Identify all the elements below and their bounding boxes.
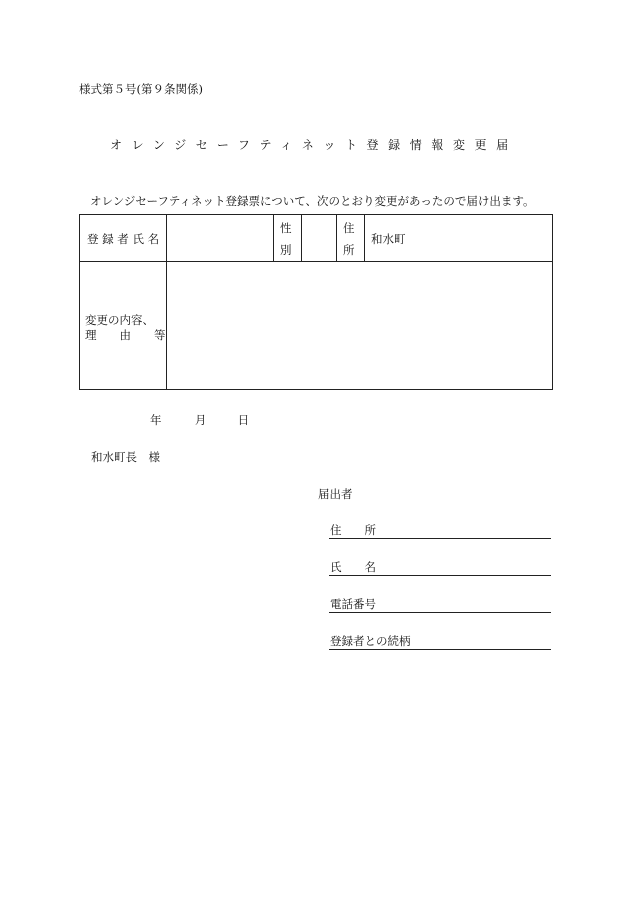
change-label-line1: 変更の内容、 (85, 313, 154, 327)
sex-label-bottom: 別 (280, 243, 292, 257)
address-label-top: 住 (343, 221, 355, 235)
date-day: 日 (237, 413, 250, 427)
table-divider (364, 215, 365, 261)
table-divider (166, 215, 167, 389)
submitter-relation-field[interactable] (329, 633, 551, 650)
submitter-phone-field[interactable] (329, 596, 551, 613)
submitter-name-field[interactable] (329, 559, 551, 576)
date-line (150, 412, 249, 428)
submitter-address-label: 住 所 (330, 523, 376, 537)
sex-label-top: 性 (280, 221, 292, 235)
date-year: 年 (150, 413, 162, 427)
change-label-line2: 理 由 等 (85, 328, 166, 342)
submitter-heading: 届出者 (318, 487, 353, 501)
submitter-name-label: 氏 名 (330, 560, 376, 574)
intro-text: オレンジセーフティネット登録票について、次のとおり変更があったので届け出ます。 (90, 194, 535, 208)
registration-table (79, 214, 553, 390)
table-divider (336, 215, 337, 261)
table-divider (80, 261, 552, 262)
address-label-bottom: 所 (343, 243, 355, 257)
form-title: オレンジセーフティネット登録情報変更届 (110, 138, 518, 152)
date-month: 月 (194, 413, 207, 427)
table-divider (273, 215, 274, 261)
table-divider (301, 215, 302, 261)
submitter-address-field[interactable] (329, 522, 551, 539)
submitter-phone-label: 電話番号 (330, 597, 376, 611)
form-reference: 様式第５号(第９条関係) (79, 82, 203, 96)
name-label: 登 録 者 氏 名 (87, 232, 160, 246)
address-value: 和水町 (371, 232, 406, 246)
addressee: 和水町長 様 (91, 450, 160, 464)
submitter-relation-label: 登録者との続柄 (330, 634, 411, 648)
